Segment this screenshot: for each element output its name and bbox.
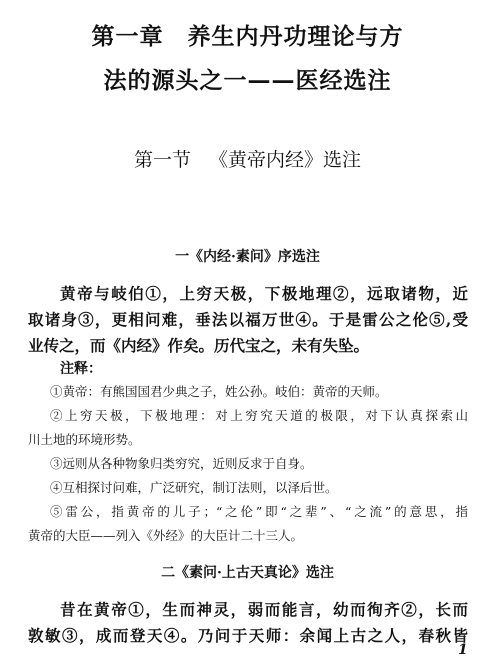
chapter-title-line-1: 第一章 养生内丹功理论与方	[91, 23, 404, 50]
page-number: 1	[458, 642, 468, 658]
part2-body-line-2: 敦敏③，成而登天④。乃问于天师：余闻上古之人，春秋皆	[28, 626, 468, 645]
notes-label: 注释：	[60, 361, 102, 377]
chapter-title-line-2: 法的源头之一——医经选注	[103, 67, 392, 94]
section-heading	[0, 145, 495, 172]
section-title: 《黄帝内经》选注	[209, 149, 362, 171]
note-5: ⑤雷公，指黄帝的儿子；“之伦”即“之辈”、“之流”的意思，指	[50, 504, 468, 519]
part1-body-line-1: 黄帝与岐伯①，上穷天极，下极地理②，远取诸物，近	[60, 284, 468, 303]
section-number: 第一节	[133, 149, 191, 171]
note-5-continued: 黄帝的大臣——列入《外经》的大臣计二十三人。	[28, 528, 304, 543]
note-1: ①黄帝：有熊国国君少典之子，姓公孙。岐伯：黄帝的天师。	[50, 384, 388, 399]
note-2-continued: 川土地的环境形势。	[28, 432, 141, 447]
part1-body-line-2: 取诸身③，更相问难，垂法以福万世④。于是雷公之伦⑤,受	[28, 310, 468, 329]
part1-body-line-3: 业传之，而《内经》作矣。历代宝之，未有失坠。	[28, 336, 370, 355]
part2-body-line-1: 昔在黄帝①，生而神灵，弱而能言，幼而徇齐②，长而	[60, 600, 468, 619]
part2-heading: 二《素问·上古天真论》选注	[161, 565, 334, 581]
note-2: ②上穷天极，下极地理：对上穷究天道的极限，对下认真探索山	[50, 408, 468, 423]
note-4: ④互相探讨问难，广泛研究，制订法则，以泽后世。	[50, 480, 338, 495]
part1-heading: 一《内经·素问》序选注	[175, 249, 320, 265]
note-3: ③远则从各种物象归类穷究，近则反求于自身。	[50, 456, 313, 471]
